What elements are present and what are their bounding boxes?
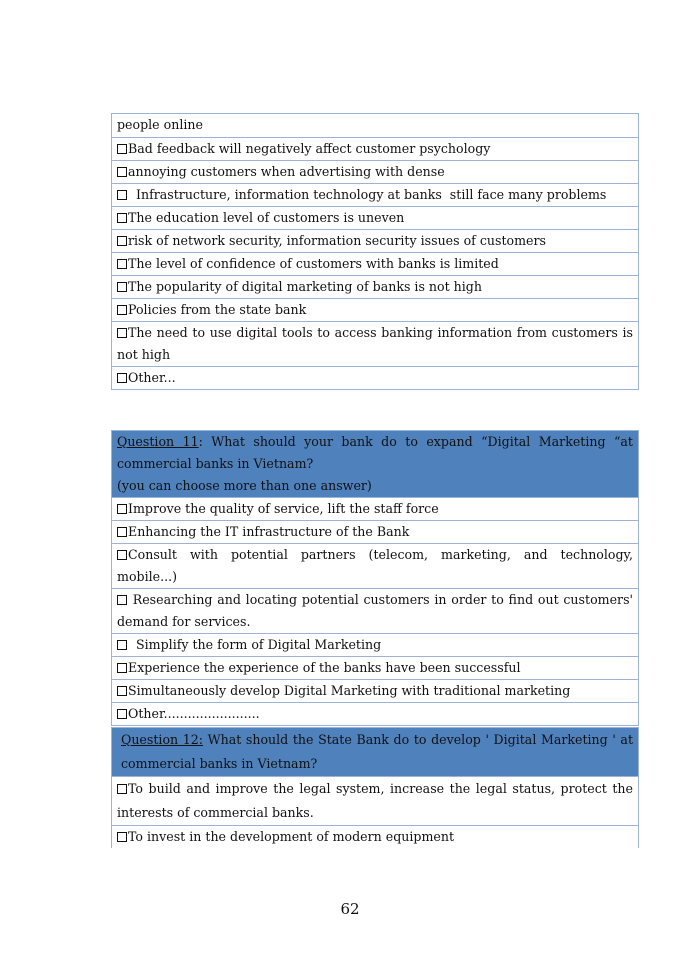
checkbox[interactable] bbox=[117, 167, 127, 177]
option-text: Simultaneously develop Digital Marketing with traditional marketing bbox=[128, 683, 571, 698]
table-question-11 bbox=[111, 430, 639, 726]
checkbox[interactable] bbox=[117, 686, 127, 696]
row-text: Other... bbox=[128, 369, 176, 385]
checkbox[interactable] bbox=[117, 784, 127, 794]
table-question-12 bbox=[111, 727, 639, 848]
table-row bbox=[112, 298, 638, 321]
table-row bbox=[112, 656, 638, 679]
table-row bbox=[112, 275, 638, 298]
question-11-note: (you can choose more than one answer) bbox=[117, 478, 372, 493]
question-12-header bbox=[112, 728, 638, 776]
table-row bbox=[112, 183, 638, 206]
table-row bbox=[112, 497, 638, 520]
row-text: The popularity of digital marketing of banks is not high bbox=[128, 278, 482, 294]
checkbox[interactable] bbox=[117, 190, 127, 200]
row-text: Infrastructure, information technology at banks still face many problems bbox=[128, 186, 607, 202]
question-11-header bbox=[112, 431, 638, 497]
question-12-label: Question 12: bbox=[121, 732, 204, 747]
option-text: Other........................ bbox=[128, 706, 260, 721]
checkbox[interactable] bbox=[117, 144, 127, 154]
table-row bbox=[112, 321, 638, 366]
table-row bbox=[112, 702, 638, 725]
checkbox[interactable] bbox=[117, 527, 127, 537]
checkbox[interactable] bbox=[117, 663, 127, 673]
row-text: people online bbox=[117, 117, 203, 132]
option-text: To invest in the development of modern equipment bbox=[128, 829, 455, 844]
checkbox[interactable] bbox=[117, 640, 127, 650]
table-row bbox=[112, 137, 638, 160]
checkbox[interactable] bbox=[117, 236, 127, 246]
checkbox[interactable] bbox=[117, 282, 127, 292]
option-text: To build and improve the legal system, increase the legal status, protect the interests of commercial banks. bbox=[117, 781, 633, 820]
checkbox[interactable] bbox=[117, 504, 127, 514]
table-row bbox=[112, 160, 638, 183]
table-row bbox=[112, 776, 638, 825]
row-text: The education level of customers is uneven bbox=[128, 209, 405, 225]
checkbox[interactable] bbox=[117, 305, 127, 315]
table-row bbox=[112, 679, 638, 702]
page-number: 62 bbox=[340, 900, 360, 918]
table-row bbox=[112, 229, 638, 252]
question-11-label: Question 11 bbox=[117, 434, 199, 449]
checkbox[interactable] bbox=[117, 832, 127, 842]
table-challenges bbox=[111, 113, 639, 390]
row-text: The level of confidence of customers with banks is limited bbox=[128, 255, 499, 271]
checkbox[interactable] bbox=[117, 259, 127, 269]
checkbox[interactable] bbox=[117, 709, 127, 719]
table-row bbox=[112, 825, 638, 848]
table-row bbox=[112, 633, 638, 656]
checkbox[interactable] bbox=[117, 550, 127, 560]
table-row bbox=[112, 252, 638, 275]
checkbox[interactable] bbox=[117, 373, 127, 383]
option-text: Researching and locating potential customers in order to find out customers' demand for services. bbox=[117, 592, 633, 629]
checkbox[interactable] bbox=[117, 328, 127, 338]
option-text: Enhancing the IT infrastructure of the Bank bbox=[128, 524, 410, 539]
row-text: Bad feedback will negatively affect customer psychology bbox=[128, 140, 491, 156]
row-text: The need to use digital tools to access banking information from customers is not high bbox=[117, 324, 633, 362]
row-text: annoying customers when advertising with dense bbox=[128, 163, 445, 179]
table-row bbox=[112, 114, 638, 137]
option-text: Simplify the form of Digital Marketing bbox=[128, 637, 382, 652]
question-12-text: What should the State Bank do to develop ' Digital Marketing ' at commercial banks in Vietnam? bbox=[121, 732, 634, 771]
option-text: Improve the quality of service, lift the staff force bbox=[128, 501, 439, 516]
question-11-text: : What should your bank do to expand “Digital Marketing “at commercial banks in Vietnam? bbox=[117, 434, 633, 471]
row-text: risk of network security, information security issues of customers bbox=[128, 232, 546, 248]
table-row bbox=[112, 520, 638, 543]
checkbox[interactable] bbox=[117, 595, 127, 605]
table-row bbox=[112, 588, 638, 633]
table-row bbox=[112, 366, 638, 389]
row-text: Policies from the state bank bbox=[128, 301, 307, 317]
option-text: Experience the experience of the banks have been successful bbox=[128, 660, 521, 675]
checkbox[interactable] bbox=[117, 213, 127, 223]
option-text: Consult with potential partners (telecom, marketing, and technology, mobile...) bbox=[117, 547, 633, 584]
table-row bbox=[112, 206, 638, 229]
table-row bbox=[112, 543, 638, 588]
